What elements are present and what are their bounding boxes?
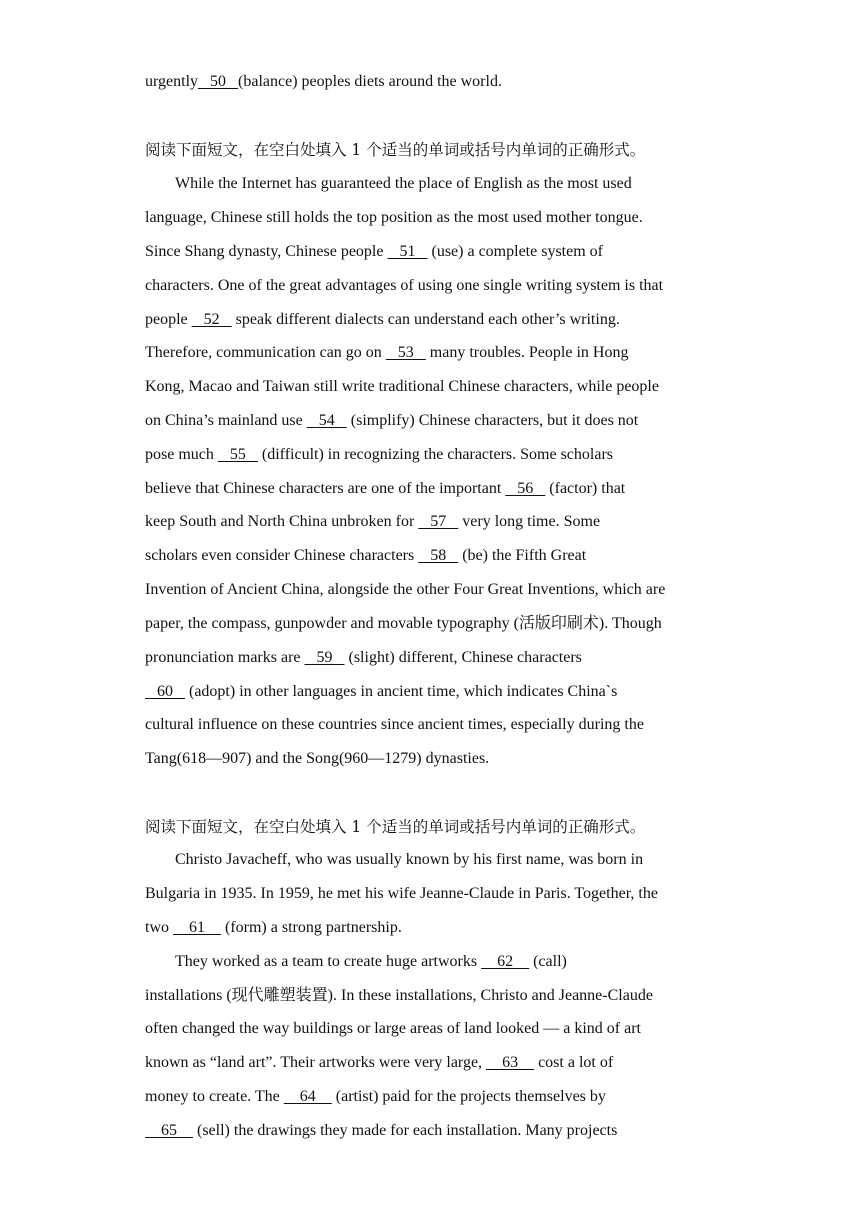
answer-blank: 65 [145,1122,193,1139]
answer-blank: 58 [418,547,459,564]
line-text: characters. One of the great advantages of using one single writing system is that [145,277,664,294]
text-line [145,242,603,262]
text-line [145,411,638,431]
line-text: cultural influence on these countries since ancient times, especially during the [145,716,644,733]
section-instruction [145,817,645,837]
line-text: paper, the compass, gunpowder and movable typography (活版印刷术). Though [145,615,662,632]
line-text: on China’s mainland use [145,412,307,429]
answer-blank: 64 [283,1088,332,1105]
text-line [145,580,665,600]
text-line [145,546,586,566]
line-text: 阅读下面短文，在空白处填入 1 个适当的单词或括号内单词的正确形式。 [145,141,646,159]
section-instruction [145,140,645,160]
line-text: keep South and North China unbroken for [145,513,419,530]
line-text-after-blank: (artist) paid for the projects themselves by [331,1088,606,1105]
line-text: money to create. The [145,1088,284,1105]
line-text-after-blank: (sell) the drawings they made for each installation. Many projects [193,1122,618,1139]
line-text: pronunciation marks are [145,649,305,666]
answer-blank: 54 [306,412,347,429]
text-line [145,72,502,92]
line-text: They worked as a team to create huge artworks [175,953,482,970]
answer-blank: 57 [418,513,459,530]
text-line [145,343,628,363]
text-line [145,884,658,904]
answer-blank: 63 [486,1054,535,1071]
line-text: Invention of Ancient China, alongside the other Four Great Inventions, which are [145,581,666,598]
text-line [145,276,663,296]
line-text: Therefore, communication can go on [145,344,386,361]
line-text-after-blank: (adopt) in other languages in ancient time, which indicates China`s [185,683,618,700]
line-text: scholars even consider Chinese characters [145,547,419,564]
line-text: installations (现代雕塑装置). In these installations, Christo and Jeanne-Claude [145,987,653,1004]
line-text: Kong, Macao and Taiwan still write traditional Chinese characters, while people [145,378,659,395]
line-text-after-blank: cost a lot of [534,1054,614,1071]
text-line [145,682,617,702]
text-line [145,1087,606,1107]
line-text-after-blank: many troubles. People in Hong [425,344,629,361]
line-text-after-blank: (call) [529,953,567,970]
line-text-after-blank: (simplify) Chinese characters, but it does not [346,412,639,429]
text-line [145,614,662,634]
line-text: two [145,919,173,936]
answer-blank: 56 [505,480,546,497]
line-text: often changed the way buildings or large areas of land looked — a kind of art [145,1020,641,1037]
line-text: known as “land art”. Their artworks were very large, [145,1054,487,1071]
answer-blank: 53 [385,344,426,361]
line-text-after-blank: (form) a strong partnership. [221,919,402,936]
line-text-after-blank: very long time. Some [458,513,601,530]
answer-blank: 60 [145,683,185,700]
text-line [175,850,643,870]
text-line [175,952,567,972]
text-line [145,377,659,397]
line-text: urgently [145,73,199,90]
text-line [145,1121,617,1141]
text-line [145,648,582,668]
answer-blank: 61 [173,919,221,936]
answer-blank: 62 [481,953,530,970]
line-text: language, Chinese still holds the top position as the most used mother tongue. [145,209,643,226]
line-text-after-blank: (slight) different, Chinese characters [344,649,582,666]
text-line [145,918,402,938]
text-line [145,310,620,330]
line-text: Tang(618—907) and the Song(960—1279) dynasties. [145,750,490,767]
text-line [145,749,489,769]
line-text: believe that Chinese characters are one of the important [145,480,506,497]
text-line [145,512,600,532]
line-text-after-blank: (difficult) in recognizing the characters. Some scholars [257,446,614,463]
text-line [145,479,625,499]
line-text-after-blank: speak different dialects can understand each other’s writing. [231,311,620,328]
line-text-after-blank: (be) the Fifth Great [458,547,587,564]
line-text: pose much [145,446,218,463]
line-text-after-blank: (use) a complete system of [427,243,603,260]
line-text: While the Internet has guaranteed the place of English as the most used [175,175,632,192]
text-line [145,715,644,735]
text-line [145,986,653,1006]
text-line [145,1019,641,1039]
line-text: Christo Javacheff, who was usually known by his first name, was born in [175,851,644,868]
text-line [175,174,632,194]
answer-blank: 59 [304,649,345,666]
text-line [145,208,643,228]
answer-blank: 50 [198,73,239,90]
line-text: people [145,311,192,328]
text-line [145,445,613,465]
answer-blank: 55 [217,446,258,463]
answer-blank: 51 [387,243,428,260]
line-text-after-blank: (factor) that [545,480,626,497]
line-text: 阅读下面短文，在空白处填入 1 个适当的单词或括号内单词的正确形式。 [145,818,646,836]
line-text: Since Shang dynasty, Chinese people [145,243,388,260]
line-text-after-blank: (balance) peoples diets around the world. [238,73,502,90]
text-line [145,1053,613,1073]
line-text: Bulgaria in 1935. In 1959, he met his wife Jeanne-Claude in Paris. Together, the [145,885,658,902]
answer-blank: 52 [191,311,232,328]
